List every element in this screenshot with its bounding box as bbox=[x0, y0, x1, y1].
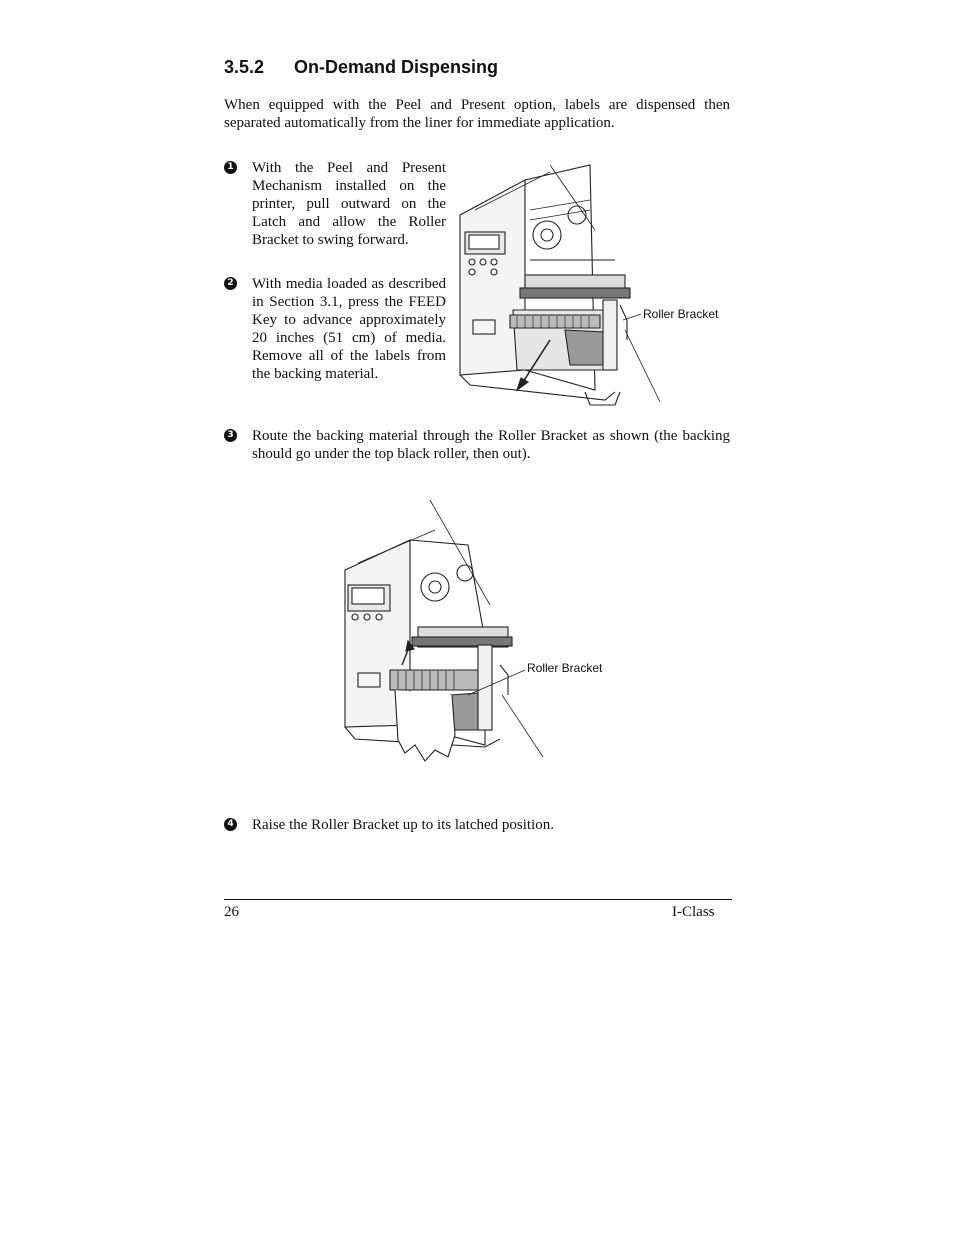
figure-callout-label: Roller Bracket bbox=[643, 307, 719, 321]
step-text: With the Peel and Present Mechanism installed on the printer, pull outward on the Latch and allow the Roller Bracket to swing forward. bbox=[252, 160, 446, 248]
step-number-badge: 2 bbox=[224, 277, 237, 290]
step-number-badge: 1 bbox=[224, 161, 237, 174]
product-name: I-Class bbox=[672, 904, 715, 920]
figure-backing-routed bbox=[340, 495, 620, 765]
section-number: 3.5.2 bbox=[224, 57, 265, 77]
step-text: With media loaded as described in Section 3.1, press the FEED Key to advance approximately 20 inches (51 cm) of media. Remove all of the labels from the backing material. bbox=[252, 276, 446, 382]
footer-divider bbox=[224, 899, 732, 900]
figure-roller-bracket-open bbox=[455, 160, 735, 410]
step-text: Raise the Roller Bracket up to its latched position. bbox=[252, 817, 555, 833]
intro-paragraph: When equipped with the Peel and Present option, labels are dispensed then separated automatically from the liner for immediate application. bbox=[224, 97, 730, 131]
step-text: Route the backing material through the Roller Bracket as shown (the backing should go under the top black roller, then out). bbox=[252, 428, 730, 462]
step-number-badge: 3 bbox=[224, 429, 237, 442]
section-heading bbox=[224, 57, 498, 78]
figure-callout-label: Roller Bracket bbox=[527, 661, 603, 675]
step-number-badge: 4 bbox=[224, 818, 237, 831]
page-number: 26 bbox=[224, 904, 239, 920]
section-title: On-Demand Dispensing bbox=[294, 57, 499, 77]
